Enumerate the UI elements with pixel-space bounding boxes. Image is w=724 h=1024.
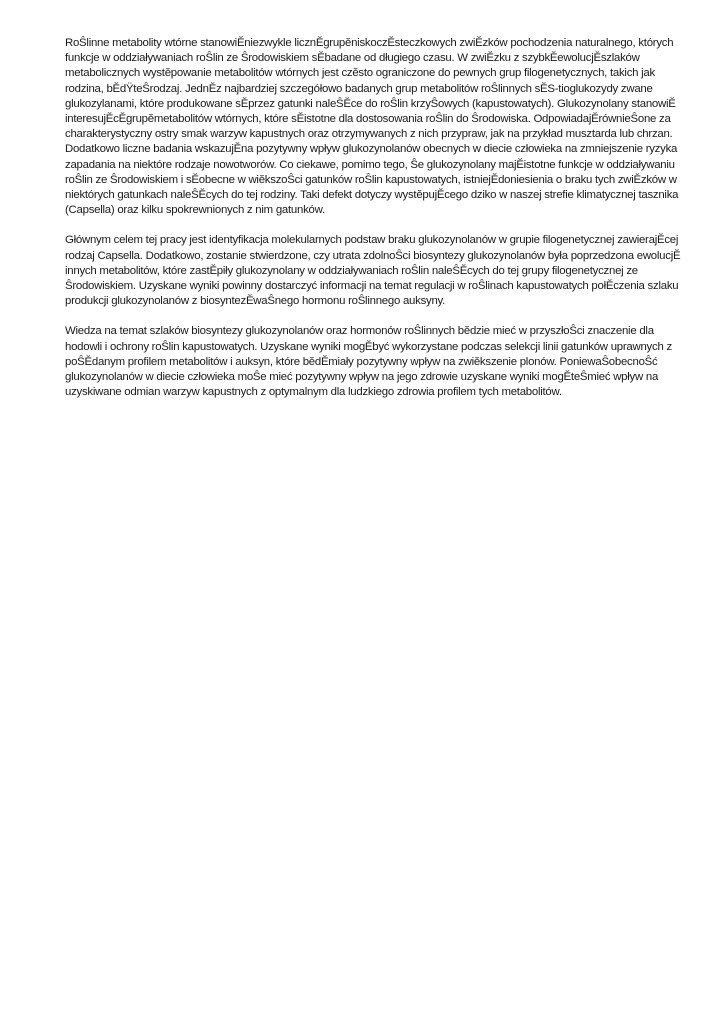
text-line: rodzaj Capsella. Dodatkowo, zostanie stwierdzone, czy utrata zdolnoŜci biosyntezy glukozynolanów była poprzedzona ewolucjĔ bbox=[65, 249, 681, 262]
text-line: poŜĔdanym profilem metabolitów i auksyn, które bĕdĔmiały pozytywny wpływ na zwiĕkszenie plonów. PoniewaŜobecnoŜć bbox=[65, 355, 658, 368]
document-page bbox=[65, 36, 685, 415]
text-line: (Capsella) oraz kilku spokrewnionych z nim gatunków. bbox=[65, 204, 325, 217]
text-line: Ŝrodowiskiem. Uzyskane wyniki powinny dostarczyć informacji na temat regulacji w roŜlinach kapustowatych połĔczenia szlaku bbox=[65, 280, 679, 293]
paragraph-3 bbox=[65, 324, 685, 400]
text-line: Wiedza na temat szlaków biosyntezy glukozynolanów oraz hormonów roŜlinnych bĕdzie mieć w przyszłoŜci znaczenie dla bbox=[65, 325, 654, 338]
text-line: uzyskiwane odmian warzyw kapustnych z optymalnym dla ludzkiego zdrowia profilem tych metabolitów. bbox=[65, 386, 562, 399]
text-line: innych metabolitów, które zastĔpiły glukozynolany w oddziaływaniach roŜlin naleŜĔcych do tej grupy filogenetycznej ze bbox=[65, 264, 638, 277]
text-line: glukozylanami, które produkowane sĔprzez gatunki naleŜĔce do roŜlin krzyŜowych (kapustowatych). Glukozynolany stanowiĔ bbox=[65, 97, 676, 110]
text-line: glukozynolanów w diecie człowieka moŜe mieć pozytywny wpływ na jego zdrowie uzyskane wyniki mogĔteŜmieć wpływ na bbox=[65, 371, 659, 384]
text-line: funkcje w oddziaływaniach roŜlin ze Ŝrodowiskiem sĔbadane od długiego czasu. W zwiĔzku z szybkĔewolucjĔszlaków bbox=[65, 52, 640, 65]
text-line: rodzina, bĔdŸteŜrodzaj. JednĔz najbardziej szczegółowo badanych grup metabolitów roŜlinnych sĔS-tioglukozydy zwane bbox=[65, 82, 653, 95]
paragraph-1 bbox=[65, 36, 685, 218]
text-line: niektórych gatunkach naleŜĔcych do tej rodziny. Taki defekt dotyczy wystĕpujĔcego dziko w naszej strefie klimatycznej tasznika bbox=[65, 189, 679, 202]
text-line: interesujĔcĔgrupĕmetabolitów wtórnych, które sĔistotne dla dostosowania roŜlin do Ŝrodowiska. OdpowiadajĔrównieŜone za bbox=[65, 113, 671, 126]
text-line: charakterystyczny ostry smak warzyw kapustnych oraz otrzymywanych z nich przypraw, jak na przykład musztarda lub chrzan. bbox=[65, 128, 673, 141]
text-line: Dodatkowo liczne badania wskazujĔna pozytywny wpływ glukozynolanów obecnych w diecie człowieka na zmniejszenie ryzyka bbox=[65, 143, 678, 156]
text-line: hodowli i ochrony roŜlin kapustowatych. Uzyskane wyniki mogĔbyć wykorzystane podczas selekcji linii gatunków uprawnych z bbox=[65, 340, 672, 353]
text-line: produkcji glukozynolanów z biosyntezĔwaŜnego hormonu roŜlinnego auksyny. bbox=[65, 295, 446, 308]
text-line: RoŜlinne metabolity wtórne stanowiĔniezwykle licznĔgrupĕniskoczĔsteczkowych zwiĔzków pochodzenia naturalnego, których bbox=[65, 37, 674, 49]
text-line: metabolicznych wystĕpowanie metabolitów wtórnych jest czĕsto ograniczone do pewnych grup filogenetycznych, takich jak bbox=[65, 67, 655, 80]
text-line: Głównym celem tej pracy jest identyfikacja molekularnych podstaw braku glukozynolanów w grupie filogenetycznej zawierajĔcej bbox=[65, 234, 679, 247]
text-line: zapadania na niektóre rodzaje nowotworów. Co ciekawe, pomimo tego, Ŝe glukozynolany majĔistotne funkcje w oddziaływaniu bbox=[65, 158, 675, 171]
text-line: roŜlin ze Ŝrodowiskiem i sĔobecne w wiĕkszoŜci gatunków roŜlin kapustowatych, istniejĔdoniesienia o braku tych zwiĔzków w bbox=[65, 173, 677, 186]
paragraph-2 bbox=[65, 233, 685, 309]
